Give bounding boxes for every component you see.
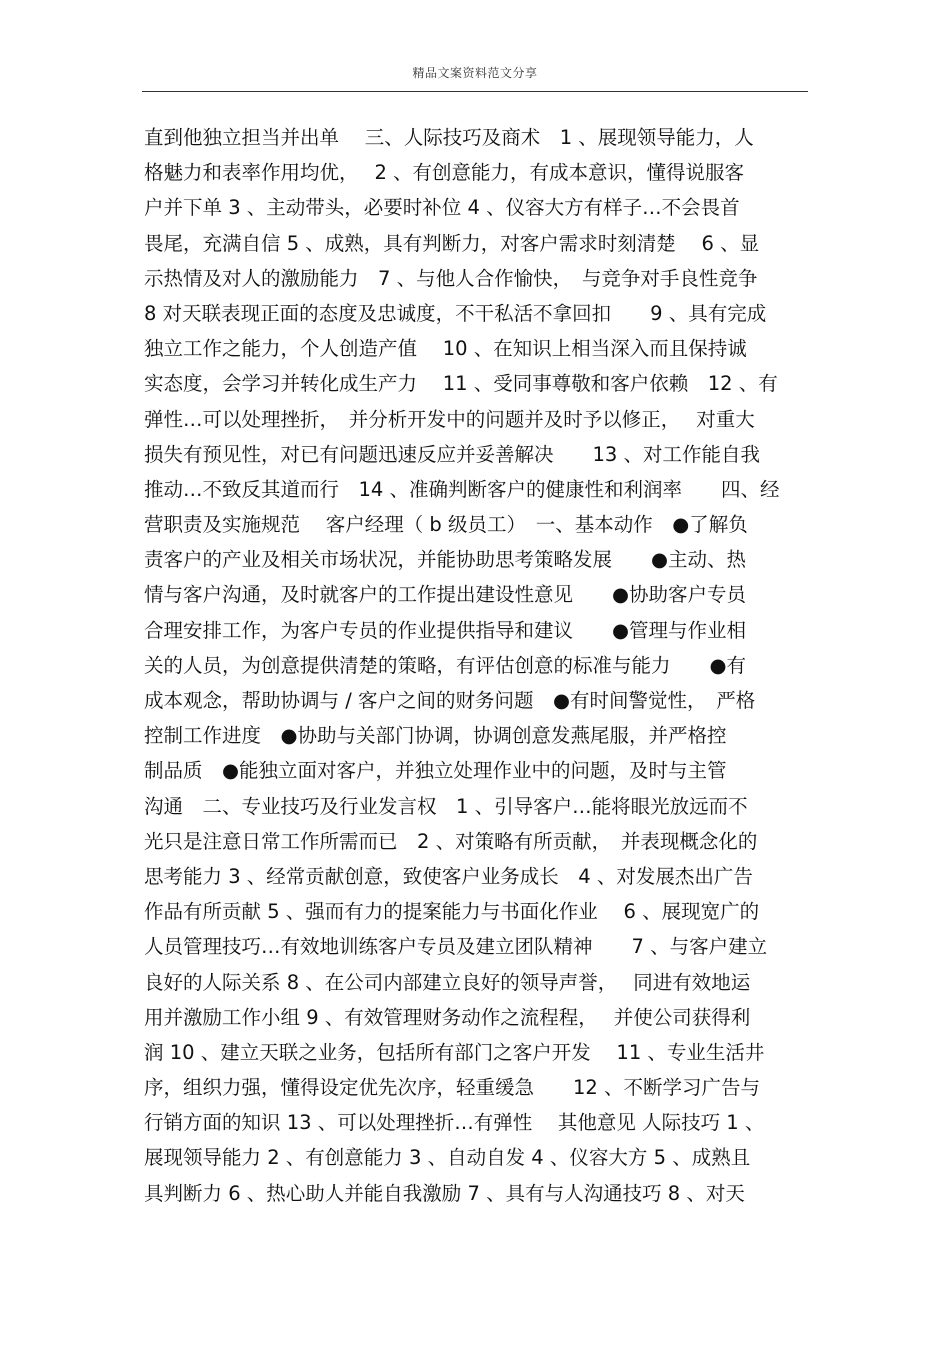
text-line: 成本观念，帮助协调与 / 客户之间的财务问题 ●有时间警觉性， 严格 [144,689,756,712]
text-line: 8 对天联表现正面的态度及忠诚度，不干私活不拿回扣 9 、具有完成 [144,301,767,325]
text-line: 责客户的产业及相关市场状况，并能协助思考策略发展 ●主动、热 [144,548,747,572]
text-line: 情与客户沟通，及时就客户的工作提出建设性意见 ●协助客户专员 [144,583,747,607]
text-line: 序，组织力强，懂得设定优先次序，轻重缓急 12 、不断学习广告与 [144,1076,761,1100]
text-line: 具判断力 6 、热心助人并能自我激励 7 、具有与人沟通技巧 8 、对天 [144,1181,745,1205]
text-line: 弹性…可以处理挫折， 并分析开发中的问题并及时予以修正， 对重大 [144,407,755,431]
text-line: 用并激励工作小组 9 、有效管理财务动作之流程程， 并使公司获得利 [144,1005,751,1029]
text-line: 行销方面的知识 13 、可以处理挫折…有弹性 其他意见 人际技巧 1 、 [144,1111,765,1135]
text-line: 示热情及对人的激励能力 7 、与他人合作愉快， 与竞争对手良性竞争 [144,266,758,290]
text-line: 直到他独立担当并出单 三、人际技巧及商术 1 、展现领导能力，人 [144,126,754,149]
text-line: 户并下单 3 、主动带头，必要时补位 4 、仪容大方有样子…不会畏首 [144,196,740,220]
text-line: 思考能力 3 、经常贡献创意，致使客户业务成长 4 、对发展杰出广告 [144,864,753,888]
header-divider [142,91,808,92]
text-line: 损失有预见性，对已有问题迅速反应并妥善解决 13 、对工作能自我 [144,442,761,466]
document-body [144,120,824,1211]
text-line: 良好的人际关系 8 、在公司内部建立良好的领导声誉， 同进有效地运 [144,970,751,994]
text-line: 展现领导能力 2 、有创意能力 3 、自动自发 4 、仪容大方 5 、成熟且 [144,1146,751,1170]
text-line: 格魅力和表率作用均优， 2 、有创意能力，有成本意识，懂得说服客 [144,161,745,185]
text-line: 实态度，会学习并转化成生产力 11 、受同事尊敬和客户依赖 12 、有 [144,372,778,396]
text-line: 人员管理技巧…有效地训练客户专员及建立团队精神 7 、与客户建立 [144,935,768,959]
text-line: 关的人员，为创意提供清楚的策略，有评估创意的标准与能力 ●有 [144,653,747,677]
text-line: 合理安排工作，为客户专员的作业提供指导和建议 ●管理与作业相 [144,618,747,642]
text-line: 制品质 ●能独立面对客户，并独立处理作业中的问题，及时与主管 [144,759,727,783]
page-header: 精品文案资料范文分享 [412,66,538,80]
text-line: 沟通 二、专业技巧及行业发言权 1 、引导客户…能将眼光放远而不 [144,794,748,818]
text-line: 润 10 、建立天联之业务，包括所有部门之客户开发 11 、专业生活井 [144,1040,765,1064]
text-line: 推动…不致反其道而行 14 、准确判断客户的健康性和利润率 四、经 [144,477,780,501]
text-line: 畏尾，充满自信 5 、成熟，具有判断力，对客户需求时刻清楚 6 、显 [144,231,760,255]
text-line: 控制工作进度 ●协助与关部门协调，协调创意发燕尾服，并严格控 [144,724,727,748]
text-line: 光只是注意日常工作所需而已 2 、对策略有所贡献， 并表现概念化的 [144,829,758,853]
text-line: 作品有所贡献 5 、强而有力的提案能力与书面化作业 6 、展现宽广的 [144,900,760,924]
text-line: 营职责及实施规范 客户经理（ b 级员工） 一、基本动作 ●了解负 [144,513,748,537]
text-line: 独立工作之能力，个人创造产值 10 、在知识上相当深入而且保持诚 [144,337,747,361]
